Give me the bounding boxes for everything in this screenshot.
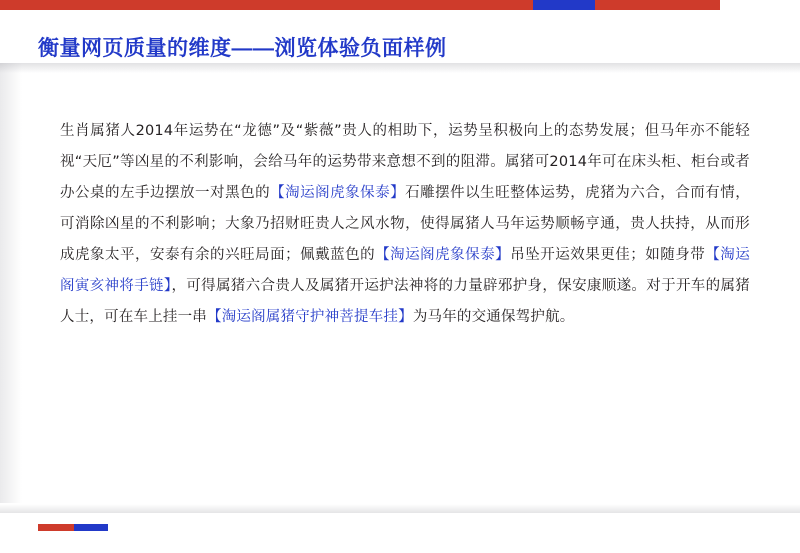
- header-divider-shadow: [0, 63, 800, 73]
- top-accent-segment-red-right: [595, 0, 720, 10]
- body-text-run: 石雕摆件以生旺整体运势，虎猪为六合，合而有情，可消除凶星的不利影响；大象乃招财旺贵人之风水物，使得属猪人马年运势顺畅亨通，贵人扶持，从而形成虎象太平，安泰有余的兴旺局面；佩戴蓝色的: [60, 185, 750, 263]
- body-text-run: 生肖属猪人2014年运势在“龙德”及“紫薇”贵人的相助下，运势呈积极向上的态势发展；但马年亦不能轻视“天厄”等凶星的不利影响，会给马年的运势带来意想不到的阻滞。属猪可2014年可在床头柜、柜台或者办公桌的左手边摆放一对黑色的: [60, 123, 750, 201]
- slide-body: [60, 116, 750, 333]
- slide-header: [0, 10, 800, 63]
- page-title: 衡量网页质量的维度——浏览体验负面样例: [38, 37, 447, 60]
- top-accent-segment-red-left: [0, 0, 533, 10]
- body-text-run: 吊坠开运效果更佳；如随身带: [510, 247, 706, 263]
- slide-footer: [0, 513, 800, 553]
- product-link-text[interactable]: 【淘运阁虎象保泰】: [375, 247, 511, 263]
- body-paragraph: [60, 116, 750, 333]
- footer-divider-shadow: [0, 504, 800, 513]
- product-link-text[interactable]: 【淘运阁虎象保泰】: [270, 185, 406, 201]
- footer-accent-segment-blue: [74, 524, 108, 531]
- body-text-run: ，可得属猪六合贵人及属猪开运护法神将的力量辟邪护身，保安康顺遂。对于开车的属猪人士，可在车上挂一串: [60, 278, 750, 325]
- left-edge-shadow: [0, 63, 22, 503]
- top-accent-segment-blank: [720, 0, 800, 10]
- top-accent-segment-blue: [533, 0, 595, 10]
- footer-accent-segment-red: [38, 524, 74, 531]
- body-text-run: 为马年的交通保驾护航。: [412, 309, 575, 325]
- footer-accent-bar: [38, 524, 108, 531]
- top-accent-bar: [0, 0, 800, 10]
- product-link-text[interactable]: 【淘运阁寅亥神将手链】: [60, 247, 750, 294]
- product-link-text[interactable]: 【淘运阁属猪守护神菩提车挂】: [207, 309, 413, 325]
